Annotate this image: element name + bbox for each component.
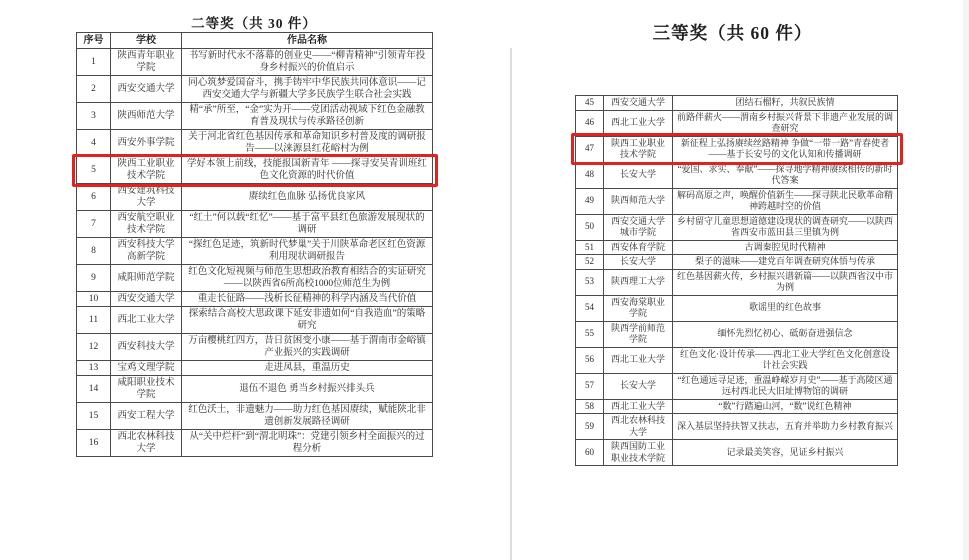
serial-cell: 54 (576, 295, 604, 321)
serial-cell: 52 (576, 255, 604, 270)
third-prize-title: 三等奖（共 60 件） (652, 23, 813, 43)
second-prize-table (76, 32, 433, 457)
table-row (77, 430, 433, 457)
table-row (77, 211, 433, 238)
work-cell: 红色文化·设计传承——西北工业大学红色文化创意设计社会实践 (673, 347, 898, 373)
table-row (576, 295, 898, 321)
third-prize-table (575, 95, 898, 466)
work-cell: 新征程上弘扬赓续丝路精神 争做“一带一路”青春使者——基于长安号的文化认知和传播调研 (673, 136, 898, 162)
table-row (77, 403, 433, 430)
table-row (576, 440, 898, 466)
school-cell: 西安外事学院 (111, 130, 182, 157)
work-cell: 学好本领上前线，技能报国新青年 ——探寻安吴青训班红色文化资源的时代价值 (182, 157, 433, 184)
header-work-title: 作品名称 (182, 33, 433, 49)
serial-cell: 57 (576, 373, 604, 399)
work-cell: 红色文化短视频与师范生思想政治教育相结合的实证研究——以陕西省6所高校1000位师范生为例 (182, 265, 433, 292)
table-row (77, 265, 433, 292)
table-header-row (77, 33, 433, 49)
table-row (77, 49, 433, 76)
school-cell: 咸阳职业技术学院 (111, 376, 182, 403)
serial-cell: 9 (77, 265, 111, 292)
serial-cell: 11 (77, 307, 111, 334)
work-cell: 梨子的滋味——建党百年调查研究体悟与传承 (673, 255, 898, 270)
serial-cell: 56 (576, 347, 604, 373)
work-cell: 万亩樱桃红四方，昔日贫困变小康——基于渭南市金峪镇产业振兴的实践调研 (182, 334, 433, 361)
table-row (77, 292, 433, 307)
table-row (576, 240, 898, 255)
school-cell: 陕西学前师范学院 (604, 321, 673, 347)
table-row (77, 376, 433, 403)
school-cell: 陕西师范大学 (604, 188, 673, 214)
table-row (77, 76, 433, 103)
school-cell: 西北农林科技大学 (604, 414, 673, 440)
table-row (77, 307, 433, 334)
table-row (576, 347, 898, 373)
work-cell: 乡村留守儿童思想道德建设现状的调查研究——以陕西省西安市蓝田县三里镇为例 (673, 214, 898, 240)
header-serial: 序号 (77, 33, 111, 49)
table-row (77, 130, 433, 157)
work-cell: 赓续红色血脉 弘扬优良家风 (182, 184, 433, 211)
serial-cell: 7 (77, 211, 111, 238)
serial-cell: 45 (576, 96, 604, 111)
school-cell: 西安工程大学 (111, 403, 182, 430)
school-cell: 西北工业大学 (604, 347, 673, 373)
school-cell: 陕西国防工业职业技术学院 (604, 440, 673, 466)
school-cell: 西北工业大学 (111, 307, 182, 334)
work-cell: 走进凤县，重温历史 (182, 361, 433, 376)
work-cell: 精“承”所至，“金”实为开——党团活动视域下红色金融教育普及现状与传承路径创新 (182, 103, 433, 130)
serial-cell: 46 (576, 110, 604, 136)
work-cell: “红色通远寻足迹，重温峥嵘岁月史”——基于高陵区通远村西北民大旧址博物馆的调研 (673, 373, 898, 399)
work-cell: 关于河北省红色基因传承和革命知识乡村普及度的调研报告——以涞源县红花峪村为例 (182, 130, 433, 157)
serial-cell: 53 (576, 269, 604, 295)
table-row (576, 214, 898, 240)
school-cell: 西北工业大学 (604, 399, 673, 414)
serial-cell: 47 (576, 136, 604, 162)
work-cell: 缅怀先烈忆初心、砥砺奋进强信念 (673, 321, 898, 347)
table-row (77, 238, 433, 265)
work-cell: 重走长征路——浅析长征精神的科学内涵及当代价值 (182, 292, 433, 307)
school-cell: 西安体育学院 (604, 240, 673, 255)
school-cell: 西北工业大学 (604, 110, 673, 136)
table-row (576, 269, 898, 295)
school-cell: 咸阳师范学院 (111, 265, 182, 292)
highlighted-row (576, 136, 898, 162)
work-cell: 古调秦腔见时代精神 (673, 240, 898, 255)
work-cell: 深入基层坚持扶智又扶志，五育并举助力乡村教育振兴 (673, 414, 898, 440)
school-cell: 西安交通大学 (604, 96, 673, 111)
serial-cell: 55 (576, 321, 604, 347)
table-row (576, 96, 898, 111)
table-row (576, 162, 898, 188)
school-cell: 西安科技大学 (111, 334, 182, 361)
work-cell: 前路伴薪火——渭南乡村振兴背景下非遗产业发展的调查研究 (673, 110, 898, 136)
serial-cell: 58 (576, 399, 604, 414)
school-cell: 西安科技大学高新学院 (111, 238, 182, 265)
work-cell: “数”行踏遍山河，“数”说红色精神 (673, 399, 898, 414)
school-cell: 长安大学 (604, 255, 673, 270)
serial-cell: 12 (77, 334, 111, 361)
work-cell: 红色沃土，非遗魅力——助力红色基因赓续，赋能陕北非遗创新发展路径调研 (182, 403, 433, 430)
work-cell: “红土”何以载“红忆”——基于富平县红色旅游发展现状的调研 (182, 211, 433, 238)
work-cell: 退伍不退色 勇当乡村振兴排头兵 (182, 376, 433, 403)
school-cell: 西安交通大学 (111, 292, 182, 307)
work-cell: 解码高原之声，唤醒价值新生——探寻陕北民歌革命精神跨越时空的价值 (673, 188, 898, 214)
work-cell: 红色基因薪火传，乡村振兴谱新篇——以陕西省汉中市为例 (673, 269, 898, 295)
page-divider (510, 48, 512, 560)
serial-cell: 3 (77, 103, 111, 130)
work-cell: 记录最美笑容，见证乡村振兴 (673, 440, 898, 466)
table-row (576, 399, 898, 414)
table-row (576, 373, 898, 399)
work-cell: “爱国、求实、奉献”——探寻地学精神赓续相传的新时代答案 (673, 162, 898, 188)
serial-cell: 2 (77, 76, 111, 103)
work-cell: “探红色足迹，筑新时代梦巢”关于川陕革命老区红色资源利用现状调研报告 (182, 238, 433, 265)
serial-cell: 1 (77, 49, 111, 76)
school-cell: 西北农林科技大学 (111, 430, 182, 457)
serial-cell: 59 (576, 414, 604, 440)
school-cell: 宝鸡文理学院 (111, 361, 182, 376)
serial-cell: 5 (77, 157, 111, 184)
work-cell: 同心筑梦爱国奋斗，携手铸牢中华民族共同体意识——记西安交通大学与新疆大学多民族学生联合社会实践 (182, 76, 433, 103)
serial-cell: 6 (77, 184, 111, 211)
table-row (576, 188, 898, 214)
serial-cell: 16 (77, 430, 111, 457)
serial-cell: 14 (77, 376, 111, 403)
school-cell: 陕西理工大学 (604, 269, 673, 295)
table-row (576, 414, 898, 440)
school-cell: 长安大学 (604, 373, 673, 399)
work-cell: 歌谣里的红色故事 (673, 295, 898, 321)
school-cell: 西安交通大学城市学院 (604, 214, 673, 240)
school-cell: 西安航空职业技术学院 (111, 211, 182, 238)
serial-cell: 51 (576, 240, 604, 255)
table-row (77, 184, 433, 211)
table-row (77, 103, 433, 130)
serial-cell: 8 (77, 238, 111, 265)
header-school: 学校 (111, 33, 182, 49)
highlighted-row (77, 157, 433, 184)
serial-cell: 15 (77, 403, 111, 430)
second-prize-rows (77, 49, 433, 457)
table-row (77, 334, 433, 361)
work-cell: 从“关中烂杆”到“渭北明珠”：党建引领乡村全面振兴的过程分析 (182, 430, 433, 457)
work-cell: 团结石榴籽，共叙民族情 (673, 96, 898, 111)
serial-cell: 10 (77, 292, 111, 307)
serial-cell: 49 (576, 188, 604, 214)
table-row (576, 110, 898, 136)
school-cell: 西安海棠职业学院 (604, 295, 673, 321)
school-cell: 陕西师范大学 (111, 103, 182, 130)
work-cell: 探索结合高校大思政课下延安非遗如何“自我造血”的策略研究 (182, 307, 433, 334)
school-cell: 陕西工业职业技术学院 (111, 157, 182, 184)
serial-cell: 50 (576, 214, 604, 240)
page-edge-strip (963, 0, 969, 560)
table-row (576, 321, 898, 347)
serial-cell: 4 (77, 130, 111, 157)
work-cell: 书写新时代永不落幕的创业史——“柳青精神”引领青年投身乡村振兴的价值启示 (182, 49, 433, 76)
serial-cell: 60 (576, 440, 604, 466)
serial-cell: 13 (77, 361, 111, 376)
school-cell: 陕西工业职业技术学院 (604, 136, 673, 162)
second-prize-title: 二等奖（共 30 件） (191, 16, 317, 31)
school-cell: 西安交通大学 (111, 76, 182, 103)
table-row (77, 361, 433, 376)
school-cell: 西安建筑科技大学 (111, 184, 182, 211)
school-cell: 长安大学 (604, 162, 673, 188)
table-row (576, 255, 898, 270)
school-cell: 陕西青年职业学院 (111, 49, 182, 76)
serial-cell: 48 (576, 162, 604, 188)
third-prize-rows (576, 96, 898, 466)
